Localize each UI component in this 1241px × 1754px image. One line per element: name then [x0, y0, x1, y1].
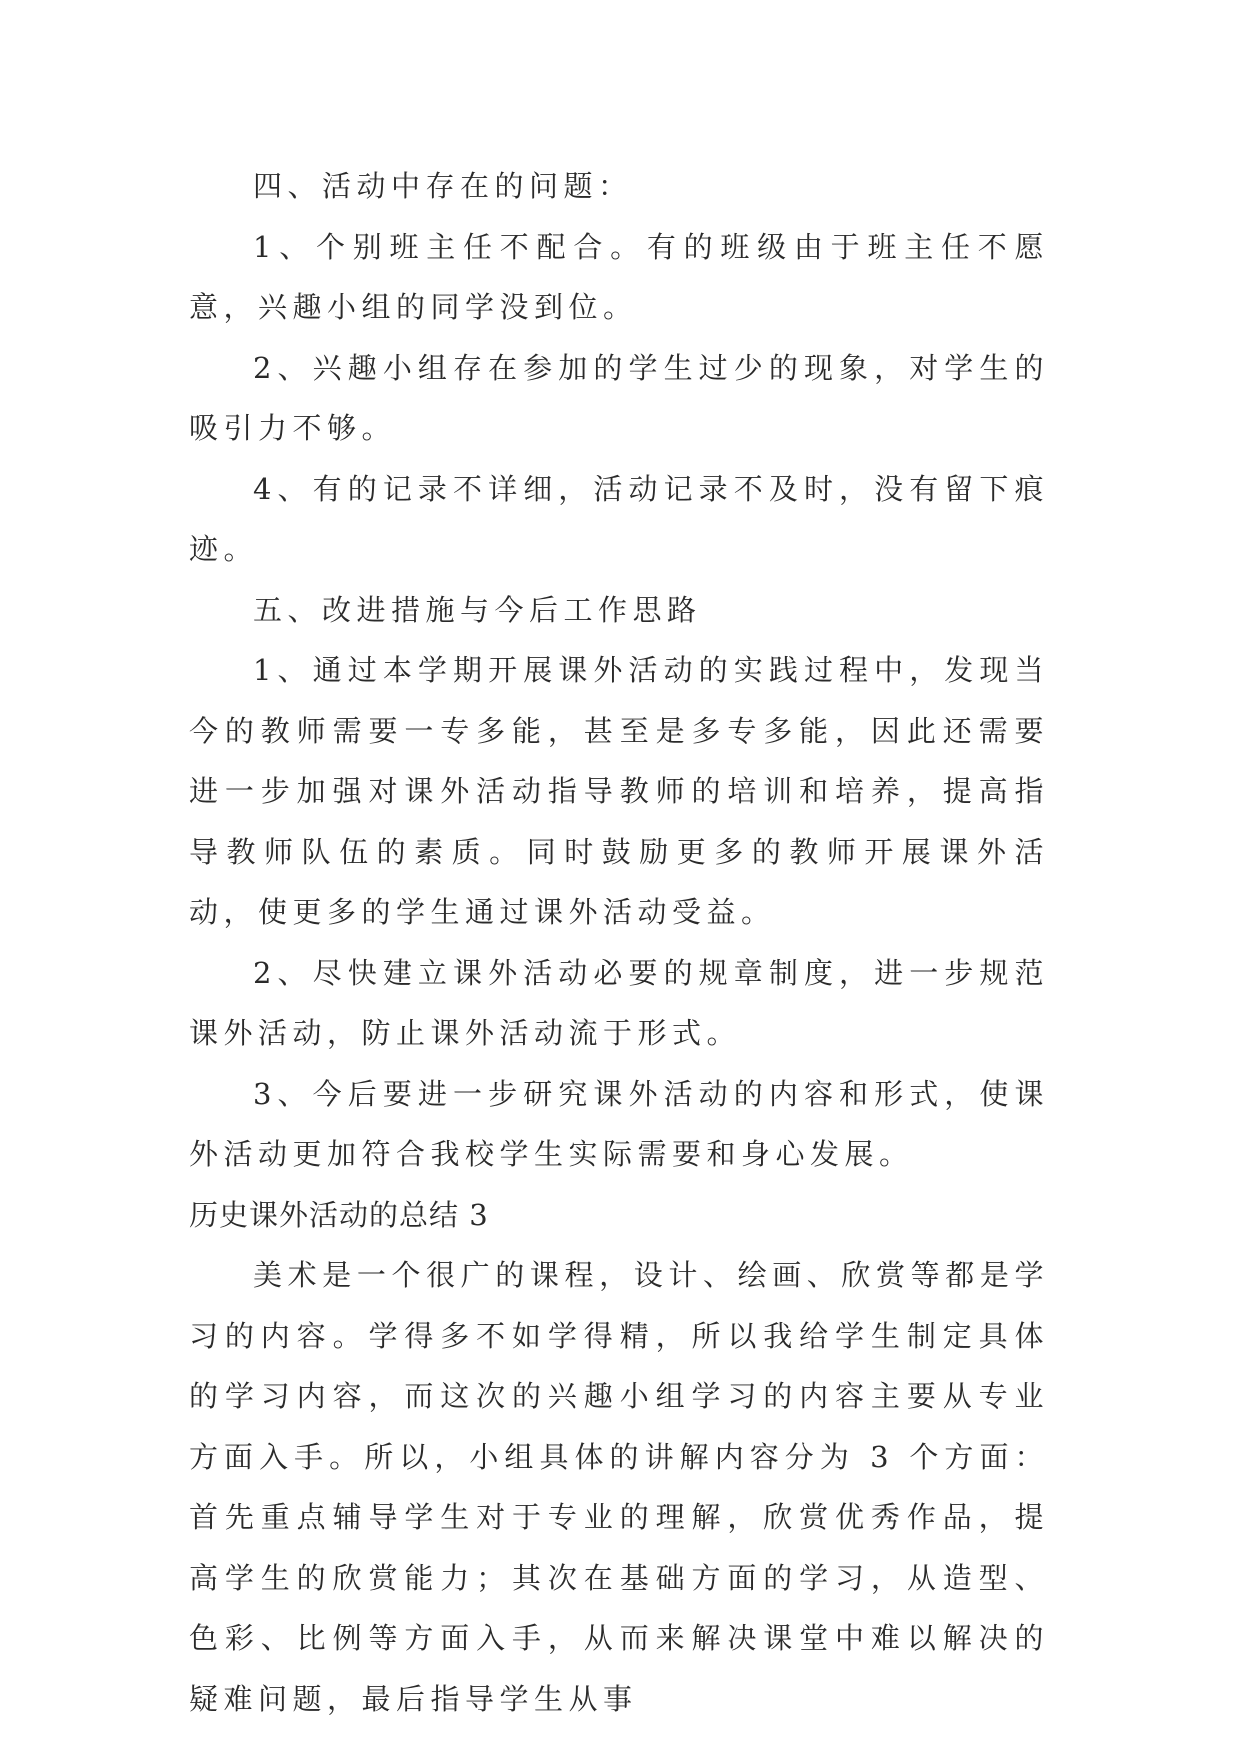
paragraph-improvement-1: 1、通过本学期开展课外活动的实践过程中，发现当今的教师需要一专多能，甚至是多专多能，因此还需要进一步加强对课外活动指导教师的培训和培养，提高指导教师队伍的素质。同时鼓励更多的教师开展课外活动，使更多的学生通过课外活动受益。	[189, 653, 1049, 929]
paragraph-improvement-2: 2、尽快建立课外活动必要的规章制度，进一步规范课外活动，防止课外活动流于形式。	[189, 955, 1049, 1050]
paragraph-art-summary: 美术是一个很广的课程，设计、绘画、欣赏等都是学习的内容。学得多不如学得精，所以我给学生制定具体的学习内容，而这次的兴趣小组学习的内容主要从专业方面入手。所以，小组具体的讲解内容分为 3 个方面：首先重点辅导学生对于专业的理解，欣赏优秀作品，提高学生的欣赏能力；其次在基础方面的学习，从造型、色彩、比例等方面入手，从而来解决课堂中难以解决的疑难问题，最后指导学生从事	[189, 1258, 1049, 1716]
paragraph-problem-1: 1、个别班主任不配合。有的班级由于班主任不愿意，兴趣小组的同学没到位。	[189, 229, 1049, 324]
document-body	[189, 156, 1049, 1729]
document-subtitle: 历史课外活动的总结 3	[189, 1197, 489, 1232]
section-heading-problems: 四、活动中存在的问题：	[253, 169, 633, 203]
paragraph-improvement-3: 3、今后要进一步研究课外活动的内容和形式，使课外活动更加符合我校学生实际需要和身心发展。	[189, 1076, 1049, 1171]
section-heading-improvements: 五、改进措施与今后工作思路	[253, 592, 702, 627]
paragraph-problem-2: 2、兴趣小组存在参加的学生过少的现象，对学生的吸引力不够。	[189, 350, 1049, 445]
paragraph-problem-4: 4、有的记录不详细，活动记录不及时，没有留下痕迹。	[189, 471, 1049, 566]
